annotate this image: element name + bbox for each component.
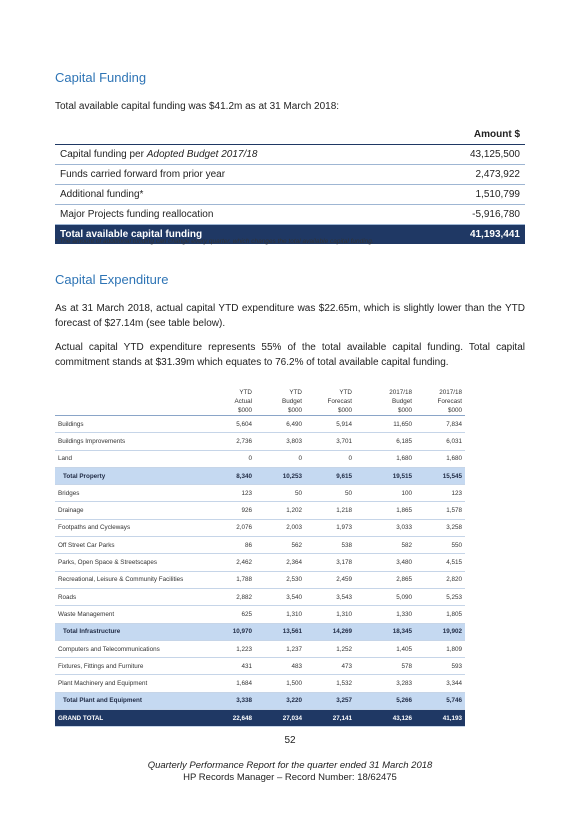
expenditure-cell: 50 [255, 485, 305, 502]
expenditure-row-label: Drainage [55, 502, 205, 519]
expenditure-row-label: GRAND TOTAL [55, 710, 205, 727]
expenditure-cell: 2,364 [255, 554, 305, 571]
expenditure-cell: 43,126 [355, 710, 415, 727]
funding-row [55, 205, 525, 225]
subtotal-row [55, 692, 465, 709]
expenditure-cell: 11,650 [355, 416, 415, 433]
expenditure-cell: 1,805 [415, 606, 465, 623]
expenditure-cell: 5,253 [415, 588, 465, 605]
expenditure-row-label: Footpaths and Cycleways [55, 519, 205, 536]
expenditure-cell: 1,500 [255, 675, 305, 692]
expenditure-cell: 0 [205, 450, 255, 467]
capital-expenditure-heading: Capital Expenditure [55, 272, 169, 287]
expenditure-row [55, 640, 465, 657]
column-header-line: Forecast [327, 398, 352, 405]
expenditure-cell: 3,258 [415, 519, 465, 536]
footer-report-title: Quarterly Performance Report for the quarter ended 31 March 2018 [147, 760, 433, 771]
expenditure-cell: 6,031 [415, 433, 465, 450]
expenditure-cell: 3,257 [305, 692, 355, 709]
expenditure-cell: 1,330 [355, 606, 415, 623]
expenditure-cell: 7,834 [415, 416, 465, 433]
expenditure-row [55, 450, 465, 467]
expenditure-cell: 86 [205, 537, 255, 554]
expenditure-row-label: Parks, Open Space & Streetscapes [55, 554, 205, 571]
expenditure-cell: 3,540 [255, 588, 305, 605]
amount-column-header: Amount $ [419, 125, 525, 145]
expenditure-cell: 18,345 [355, 623, 415, 640]
expenditure-cell: 13,561 [255, 623, 305, 640]
expenditure-cell: 1,532 [305, 675, 355, 692]
capital-funding-intro: Total available capital funding was $41.2m as at 31 March 2018: [55, 101, 340, 112]
expenditure-cell: 5,090 [355, 588, 415, 605]
expenditure-cell: 8,340 [205, 467, 255, 484]
funding-row-label-italic: Adopted Budget 2017/18 [146, 149, 258, 160]
funding-row [55, 185, 525, 205]
expenditure-cell: 625 [205, 606, 255, 623]
funding-row-value: 1,510,799 [419, 185, 525, 205]
expenditure-row-label: Fixtures, Fittings and Furniture [55, 658, 205, 675]
column-header-line: Budget [392, 398, 412, 405]
expenditure-row [55, 519, 465, 536]
expenditure-cell: 2,865 [355, 571, 415, 588]
column-header-line: Forecast [437, 398, 462, 405]
expenditure-cell: 1,684 [205, 675, 255, 692]
expenditure-cell: 4,515 [415, 554, 465, 571]
expenditure-row-label: Buildings Improvements [55, 433, 205, 450]
expenditure-cell: 431 [205, 658, 255, 675]
expenditure-cell: 3,344 [415, 675, 465, 692]
expenditure-cell: 19,902 [415, 623, 465, 640]
funding-row-label-text: Additional funding* [60, 189, 144, 200]
expenditure-cell: 483 [255, 658, 305, 675]
expenditure-cell: 10,253 [255, 467, 305, 484]
funding-row-label-text: Funds carried forward from prior year [60, 169, 226, 180]
funding-row-label [55, 145, 419, 165]
expenditure-cell: 1,310 [305, 606, 355, 623]
expenditure-row [55, 502, 465, 519]
expenditure-cell: 0 [255, 450, 305, 467]
expenditure-cell: 1,202 [255, 502, 305, 519]
funding-row-label-text: Major Projects funding reallocation [60, 209, 214, 220]
expenditure-cell: 19,515 [355, 467, 415, 484]
expenditure-row-label: Total Plant and Equipment [55, 692, 205, 709]
expenditure-row [55, 588, 465, 605]
expenditure-row-label: Roads [55, 588, 205, 605]
column-header-line: 2017/18 [439, 389, 462, 396]
expenditure-paragraph-2: Actual capital YTD expenditure represents 55% of the total available capital funding. Total capital commitment stands at $31.39m which equates to 76.2% of total available capital funding. [55, 342, 525, 368]
funding-total-label: Total available capital funding [55, 225, 419, 245]
expenditure-cell: 3,338 [205, 692, 255, 709]
expenditure-cell: 1,680 [355, 450, 415, 467]
expenditure-column-header [355, 385, 415, 416]
expenditure-column-header [415, 385, 465, 416]
expenditure-cell: 1,680 [415, 450, 465, 467]
expenditure-cell: 27,034 [255, 710, 305, 727]
expenditure-cell: 5,914 [305, 416, 355, 433]
expenditure-cell: 10,970 [205, 623, 255, 640]
expenditure-cell: 5,746 [415, 692, 465, 709]
expenditure-cell: 15,545 [415, 467, 465, 484]
expenditure-row-label: Total Infrastructure [55, 623, 205, 640]
expenditure-cell: 2,003 [255, 519, 305, 536]
expenditure-row-label: Recreational, Leisure & Community Facilities [55, 571, 205, 588]
expenditure-cell: 538 [305, 537, 355, 554]
expenditure-row [55, 485, 465, 502]
expenditure-row [55, 416, 465, 433]
expenditure-cell: 562 [255, 537, 305, 554]
expenditure-cell: 22,648 [205, 710, 255, 727]
funding-row [55, 165, 525, 185]
expenditure-paragraph-1: As at 31 March 2018, actual capital YTD expenditure was $22.65m, which is slightly lower than the YTD forecast of $27.14m (see table below). [55, 303, 525, 329]
expenditure-cell: 5,266 [355, 692, 415, 709]
expenditure-cell: 1,310 [255, 606, 305, 623]
expenditure-cell: 2,076 [205, 519, 255, 536]
column-header-line: $000 [337, 407, 352, 414]
expenditure-cell: 6,185 [355, 433, 415, 450]
column-header-line: YTD [239, 389, 252, 396]
expenditure-row-label: Plant Machinery and Equipment [55, 675, 205, 692]
capital-funding-heading: Capital Funding [55, 70, 147, 85]
expenditure-cell: 473 [305, 658, 355, 675]
footer-record-number: HP Records Manager – Record Number: 18/62475 [183, 772, 397, 783]
expenditure-row [55, 537, 465, 554]
expenditure-column-header [205, 385, 255, 416]
expenditure-cell: 2,459 [305, 571, 355, 588]
expenditure-cell: 123 [415, 485, 465, 502]
expenditure-cell: 1,252 [305, 640, 355, 657]
column-header-line: $000 [447, 407, 462, 414]
expenditure-cell: 2,462 [205, 554, 255, 571]
expenditure-cell: 9,615 [305, 467, 355, 484]
expenditure-row-label: Computers and Telecommunications [55, 640, 205, 657]
expenditure-cell: 3,283 [355, 675, 415, 692]
expenditure-cell: 593 [415, 658, 465, 675]
column-header-line: $000 [287, 407, 302, 414]
expenditure-cell: 926 [205, 502, 255, 519]
expenditure-row-label: Buildings [55, 416, 205, 433]
funding-header-row [55, 125, 525, 145]
expenditure-cell: 3,480 [355, 554, 415, 571]
funding-row-label [55, 185, 419, 205]
capital-expenditure-table [55, 385, 465, 727]
expenditure-row-label: Bridges [55, 485, 205, 502]
expenditure-cell: 3,220 [255, 692, 305, 709]
expenditure-row-label: Off Street Car Parks [55, 537, 205, 554]
expenditure-cell: 3,033 [355, 519, 415, 536]
expenditure-cell: 1,405 [355, 640, 415, 657]
expenditure-cell: 3,803 [255, 433, 305, 450]
page-footer [0, 760, 580, 784]
expenditure-cell: 3,178 [305, 554, 355, 571]
expenditure-cell: 3,543 [305, 588, 355, 605]
funding-row-label [55, 205, 419, 225]
expenditure-row [55, 675, 465, 692]
column-header-line: YTD [339, 389, 352, 396]
expenditure-row [55, 658, 465, 675]
expenditure-header-row [55, 385, 465, 416]
column-header-line: $000 [397, 407, 412, 414]
subtotal-row [55, 467, 465, 484]
expenditure-cell: 1,809 [415, 640, 465, 657]
expenditure-cell: 1,218 [305, 502, 355, 519]
expenditure-cell: 41,193 [415, 710, 465, 727]
column-header-line: Budget [282, 398, 302, 405]
expenditure-row-label: Waste Management [55, 606, 205, 623]
expenditure-cell: 2,882 [205, 588, 255, 605]
expenditure-cell: 100 [355, 485, 415, 502]
expenditure-cell: 2,820 [415, 571, 465, 588]
column-header-line: YTD [289, 389, 302, 396]
capital-funding-table [55, 125, 525, 244]
expenditure-row [55, 554, 465, 571]
expenditure-cell: 2,530 [255, 571, 305, 588]
funding-row-value: 43,125,500 [419, 145, 525, 165]
page-number: 52 [284, 735, 296, 746]
column-header-line: Actual [234, 398, 252, 405]
funding-row [55, 145, 525, 165]
expenditure-cell: 1,223 [205, 640, 255, 657]
expenditure-row-label: Land [55, 450, 205, 467]
funding-total-value: 41,193,441 [419, 225, 525, 245]
expenditure-row [55, 571, 465, 588]
funding-row-label-text: Capital funding per [60, 149, 147, 160]
expenditure-cell: 50 [305, 485, 355, 502]
expenditure-row [55, 433, 465, 450]
expenditure-cell: 1,237 [255, 640, 305, 657]
expenditure-cell: 0 [305, 450, 355, 467]
expenditure-column-header [305, 385, 355, 416]
expenditure-row [55, 606, 465, 623]
funding-row-label [55, 165, 419, 185]
expenditure-cell: 5,604 [205, 416, 255, 433]
funding-footnote: * The amount of additional funding can change every quarter, which changes the total available capital funding. [55, 238, 374, 245]
expenditure-cell: 2,736 [205, 433, 255, 450]
expenditure-cell: 1,865 [355, 502, 415, 519]
expenditure-cell: 14,269 [305, 623, 355, 640]
subtotal-row [55, 623, 465, 640]
column-header-line: 2017/18 [389, 389, 412, 396]
expenditure-cell: 1,578 [415, 502, 465, 519]
expenditure-cell: 1,788 [205, 571, 255, 588]
expenditure-cell: 3,701 [305, 433, 355, 450]
expenditure-cell: 123 [205, 485, 255, 502]
expenditure-cell: 6,490 [255, 416, 305, 433]
expenditure-cell: 1,973 [305, 519, 355, 536]
expenditure-cell: 578 [355, 658, 415, 675]
expenditure-cell: 550 [415, 537, 465, 554]
expenditure-cell: 582 [355, 537, 415, 554]
expenditure-column-header [255, 385, 305, 416]
funding-row-value: -5,916,780 [419, 205, 525, 225]
column-header-line: $000 [237, 407, 252, 414]
expenditure-cell: 27,141 [305, 710, 355, 727]
grand-total-row [55, 710, 465, 727]
funding-row-value: 2,473,922 [419, 165, 525, 185]
expenditure-row-label: Total Property [55, 467, 205, 484]
